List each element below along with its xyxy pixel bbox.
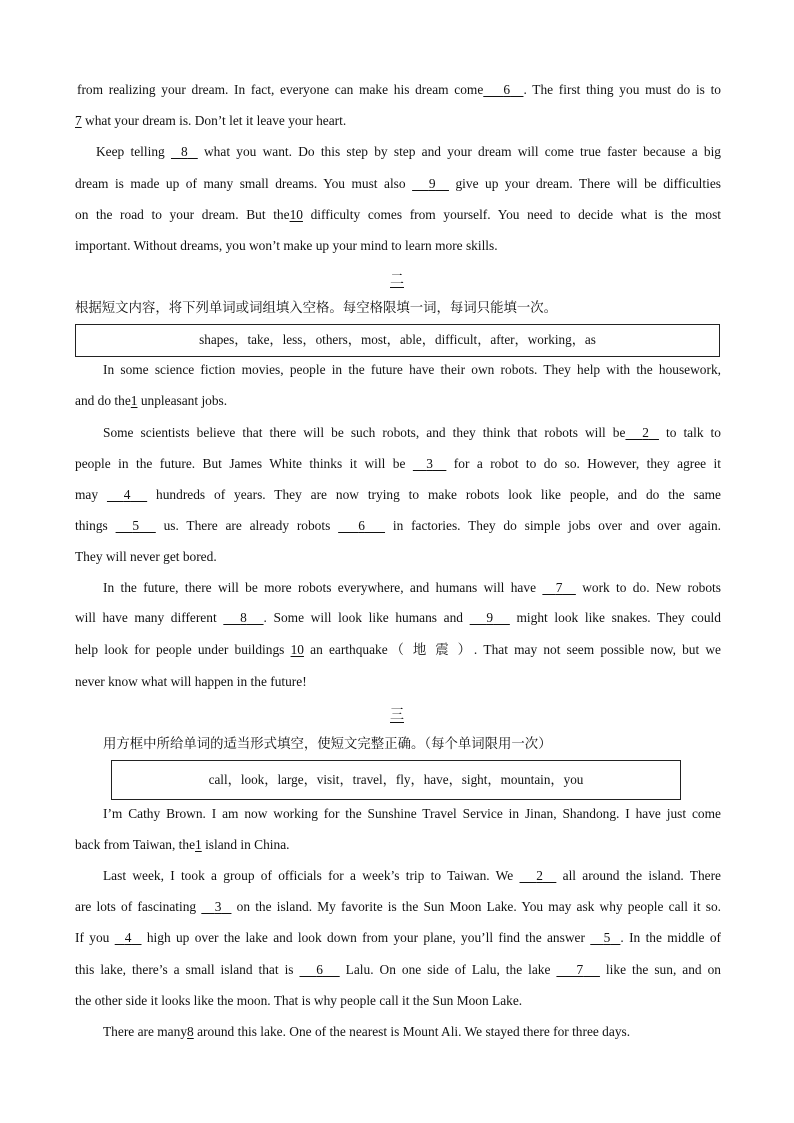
blank-number: 2 xyxy=(536,868,543,883)
paragraph-line xyxy=(75,992,522,1010)
answer-blank xyxy=(625,424,659,442)
blank-number: 6 xyxy=(316,962,323,977)
text: things xyxy=(75,518,108,533)
blank-number: 7 xyxy=(555,580,563,595)
answer-blank xyxy=(556,961,600,979)
text: us. There are already robots xyxy=(155,518,331,533)
text: may xyxy=(75,487,99,502)
text: what you want. Do this step by step and your dream will come true faster because a big xyxy=(197,144,721,159)
text: to talk to xyxy=(658,425,721,440)
text: will have many different xyxy=(75,610,217,625)
answer-blank xyxy=(483,81,523,99)
paragraph-line xyxy=(75,455,721,473)
word-box xyxy=(111,760,681,800)
text: like the sun, and on xyxy=(599,962,721,977)
paragraph-line xyxy=(75,175,721,193)
paragraph-line xyxy=(103,867,721,885)
text: for a robot to do so. However, they agree it xyxy=(446,456,722,471)
text: work to do. New robots xyxy=(575,580,721,595)
blank-number: 9 xyxy=(428,176,436,191)
text: . The first thing you must do is to xyxy=(523,82,721,97)
paragraph-line xyxy=(75,548,217,566)
text: in factories. They do simple jobs over and over again. xyxy=(385,518,721,533)
text: around this lake. One of the nearest is Mount Ali. We stayed there for three days. xyxy=(193,1024,631,1039)
text: Keep telling xyxy=(96,144,165,159)
blank-number: 6 xyxy=(503,82,511,97)
blank-number: 5 xyxy=(603,930,611,945)
text: from realizing your dream. In fact, everyone can make his dream come xyxy=(77,82,484,97)
paragraph-line xyxy=(75,206,721,224)
blank-number: 3 xyxy=(426,456,433,471)
blank-number: 5 xyxy=(132,518,140,533)
answer-blank xyxy=(115,929,142,947)
paragraph-line xyxy=(75,673,307,691)
paragraph-line xyxy=(75,836,290,854)
section-heading: 三 xyxy=(390,707,404,723)
blank-number: 10 xyxy=(289,207,303,222)
paragraph-line xyxy=(75,641,721,659)
paragraph-line xyxy=(103,361,721,379)
answer-blank xyxy=(201,898,231,916)
blank-number: 4 xyxy=(123,487,131,502)
word-list: shapes，take，less，others，most，able，difficult，after，working，as xyxy=(199,332,596,347)
text: dream is made up of many small dreams. You must also xyxy=(75,176,406,191)
paragraph-line xyxy=(75,961,721,979)
answer-blank xyxy=(171,143,198,161)
text: people in the future. But James White thinks it will be xyxy=(75,456,406,471)
text: . In the middle of xyxy=(620,930,721,945)
text: If you xyxy=(75,930,110,945)
blank-number: 4 xyxy=(124,930,132,945)
text: Lalu. On one side of Lalu, the lake xyxy=(339,962,551,977)
blank-number: 2 xyxy=(642,425,649,440)
text: on the island. My favorite is the Sun Moon Lake. You may ask why people call it so. xyxy=(231,899,722,914)
paragraph-line xyxy=(75,112,346,130)
text: and do the xyxy=(75,393,131,408)
text: In some science fiction movies, people in the future have their own robots. They help with the housework, xyxy=(103,362,721,377)
text: on the road to your dream. But the xyxy=(75,207,290,222)
paragraph-line xyxy=(75,237,498,255)
text: are lots of fascinating xyxy=(75,899,197,914)
instruction: 用方框中所给单词的适当形式填空，使短文完整正确。（每个单词限用一次） xyxy=(103,737,552,752)
text: never know what will happen in the future! xyxy=(75,674,307,689)
instruction: 根据短文内容，将下列单词或词组填入空格。每空格限填一词，每词只能填一次。 xyxy=(75,301,558,316)
text: all around the island. There xyxy=(556,868,721,883)
blank-number: 7 xyxy=(576,962,584,977)
text: an earthquake（ 地 震 ）. That may not seem possible now, but we xyxy=(303,642,721,657)
blank-number: 1 xyxy=(195,837,202,852)
answer-blank xyxy=(338,517,385,535)
answer-blank xyxy=(470,609,510,627)
text: They will never get bored. xyxy=(75,549,217,564)
text: help look for people under buildings xyxy=(75,642,285,657)
paragraph-line xyxy=(75,929,721,947)
text: might look like snakes. They could xyxy=(509,610,721,625)
text: the other side it looks like the moon. That is why people call it the Sun Moon Lake. xyxy=(75,993,523,1008)
answer-blank xyxy=(223,609,263,627)
text: There are many xyxy=(103,1024,188,1039)
answer-blank xyxy=(300,961,340,979)
text: island in China. xyxy=(201,837,290,852)
text: important. Without dreams, you won’t make up your mind to learn more skills. xyxy=(75,238,498,253)
blank-number: 1 xyxy=(130,393,138,408)
paragraph-line xyxy=(75,517,721,535)
paragraph-line xyxy=(75,486,721,504)
text: give up your dream. There will be difficulties xyxy=(448,176,721,191)
paragraph-line xyxy=(75,609,721,627)
answer-blank xyxy=(520,867,557,885)
blank-number: 8 xyxy=(181,144,188,159)
text: hundreds of years. They are now trying to make robots look like people, and do the same xyxy=(147,487,721,502)
text: back from Taiwan, the xyxy=(75,837,196,852)
text: Last week, I took a group of officials for a week’s trip to Taiwan. We xyxy=(103,868,514,883)
blank-number: 3 xyxy=(214,899,222,914)
paragraph-line xyxy=(75,898,721,916)
answer-blank xyxy=(412,175,449,193)
text: unpleasant jobs. xyxy=(137,393,228,408)
paragraph-line xyxy=(103,805,721,823)
text: I’m Cathy Brown. I am now working for the Sunshine Travel Service in Jinan, Shandong. I have just come xyxy=(103,806,721,821)
paragraph-line xyxy=(103,424,721,442)
word-box xyxy=(75,324,720,357)
section-heading: 二 xyxy=(390,272,404,288)
text: difficulty comes from yourself. You need to decide what is the most xyxy=(302,207,721,222)
text: what your dream is. Don’t let it leave your heart. xyxy=(81,113,347,128)
blank-number: 9 xyxy=(486,610,494,625)
paragraph-line xyxy=(96,143,721,161)
paragraph-line xyxy=(77,81,721,99)
text: . Some will look like humans and xyxy=(263,610,463,625)
paragraph-line xyxy=(103,1023,630,1041)
blank-number: 7 xyxy=(75,113,82,128)
word-list: call，look，large，visit，travel，fly，have，sight，mountain，you xyxy=(208,772,584,787)
text: this lake, there’s a small island that is xyxy=(75,962,294,977)
answer-blank xyxy=(590,929,620,947)
answer-blank xyxy=(116,517,156,535)
answer-blank xyxy=(542,579,575,597)
paragraph-line xyxy=(103,579,721,597)
blank-number: 10 xyxy=(290,642,304,657)
text: high up over the lake and look down from your plane, you’ll find the answer xyxy=(141,930,585,945)
blank-number: 8 xyxy=(187,1024,194,1039)
blank-number: 6 xyxy=(358,518,365,533)
paragraph-line xyxy=(75,392,227,410)
text: In the future, there will be more robots everywhere, and humans will have xyxy=(103,580,537,595)
answer-blank xyxy=(107,486,147,504)
blank-number: 8 xyxy=(240,610,247,625)
text: Some scientists believe that there will be such robots, and they think that robots will be xyxy=(103,425,626,440)
answer-blank xyxy=(413,455,446,473)
